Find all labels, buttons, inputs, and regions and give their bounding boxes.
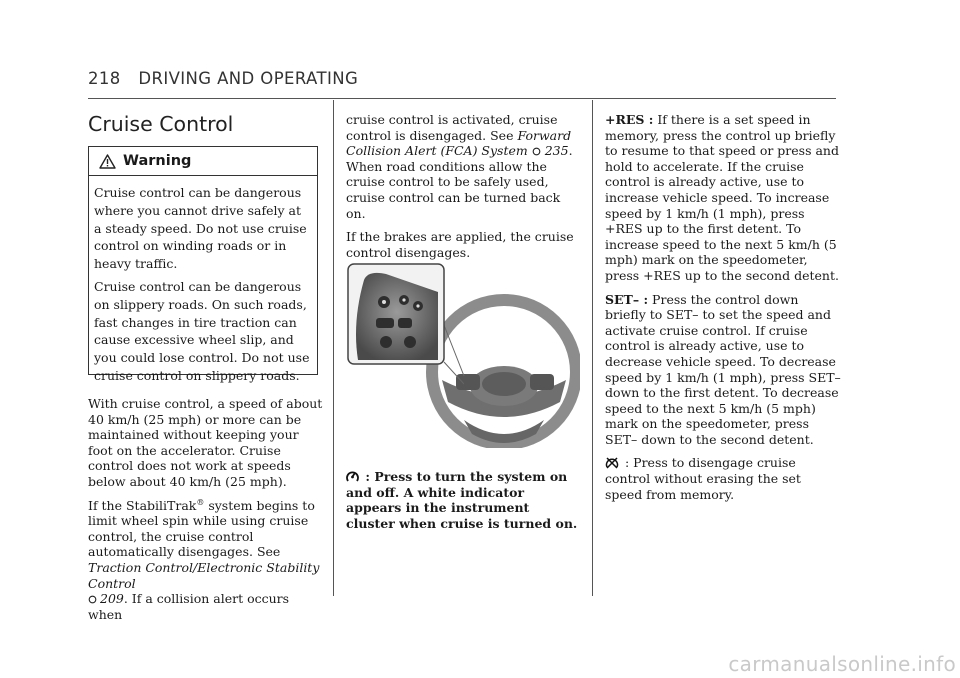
page-reference-icon: [88, 595, 97, 604]
column-3-text: [605, 112, 841, 510]
warning-body: [89, 176, 317, 385]
page-header: [88, 69, 358, 88]
watermark-footer: carmanualsonline.info: [728, 652, 956, 676]
set-label: SET– :: [605, 291, 649, 307]
res-description: +RES : If there is a set speed in memory, press the control up briefly to resume to that speed or press and hold to accelerate. If the cruise control is already active, use to increase vehicle speed. To increase speed by 1 km/h (1 mph), press +RES up to the first detent. To increase speed to the next 5 km/h (5 mph) mark on the speedometer, press +RES up to the second detent.: [605, 112, 839, 283]
page-reference-icon: [532, 147, 541, 156]
page-number: 218: [88, 69, 121, 88]
warning-paragraph-2: Cruise control can be dangerous on slippery roads. On such roads, fast changes in tire traction can cause excessive wheel slip, and you could lose control. Do not use cruise control on slippery roads.: [94, 278, 310, 383]
col2-paragraph-1: cruise control is activated, cruise control is disengaged. See Forward Collision Alert (FCA) System 235. When road conditions allow the cruise control to be safely used, cruise control can be turned back on.: [346, 112, 573, 221]
traction-control-ref-link[interactable]: Traction Control/Electronic Stability Control 209: [88, 559, 320, 607]
set-description: SET– : Press the control down briefly to SET– to set the speed and activate cruise control. If cruise control is already active, use to decrease vehicle speed. To decrease speed by 1 km/h (1 mph), press SET– down to the first detent. To decrease speed to the next 5 km/h (5 mph) mark on the speedometer, press SET– down to the second detent.: [605, 291, 841, 447]
col2-paragraph-2: If the brakes are applied, the cruise control disengages.: [346, 229, 574, 260]
registered-mark: ®: [196, 497, 205, 507]
warning-triangle-icon: [99, 154, 116, 169]
cruise-cancel-icon: [605, 456, 619, 469]
col1-paragraph-2: If the StabiliTrak® system begins to limit wheel spin while using cruise control, the cruise control automatically disengages. See Traction Control/Electronic Stability Control 209. If a collision alert occurs when: [88, 497, 320, 622]
warning-paragraph-1: Cruise control can be dangerous where you cannot drive safely at a steady speed. Do not use cruise control on winding roads or in heavy traffic.: [94, 185, 307, 272]
column-divider-1: [333, 100, 334, 596]
cruise-on-description: : Press to turn the system on and off. A white indicator appears in the instrument cluster when cruise is turned on.: [346, 469, 578, 531]
page-title: Cruise Control: [88, 112, 234, 136]
cruise-on-icon: [346, 469, 359, 483]
header-rule: [88, 98, 836, 99]
res-label: +RES :: [605, 112, 654, 127]
fca-ref-link[interactable]: Forward Collision Alert (FCA) System 235: [346, 127, 572, 159]
warning-heading: [89, 147, 317, 176]
warning-heading-text: Warning: [123, 153, 192, 169]
column-2-lower-text: [346, 469, 582, 539]
col1-paragraph-1: With cruise control, a speed of about 40 km/h (25 mph) or more can be maintained without keeping your foot on the accelerator. Cruise control does not work at speeds below about 40 km/h (25 mph).: [88, 396, 323, 489]
column-2-text: [346, 112, 582, 268]
column-divider-2: [592, 100, 593, 596]
section-title: DRIVING AND OPERATING: [138, 69, 359, 88]
cancel-description: : Press to disengage cruise control without erasing the set speed from memory.: [605, 455, 801, 502]
warning-box: [88, 146, 318, 383]
column-1-text: [88, 396, 326, 630]
steering-wheel-controls-illustration: [346, 262, 580, 448]
